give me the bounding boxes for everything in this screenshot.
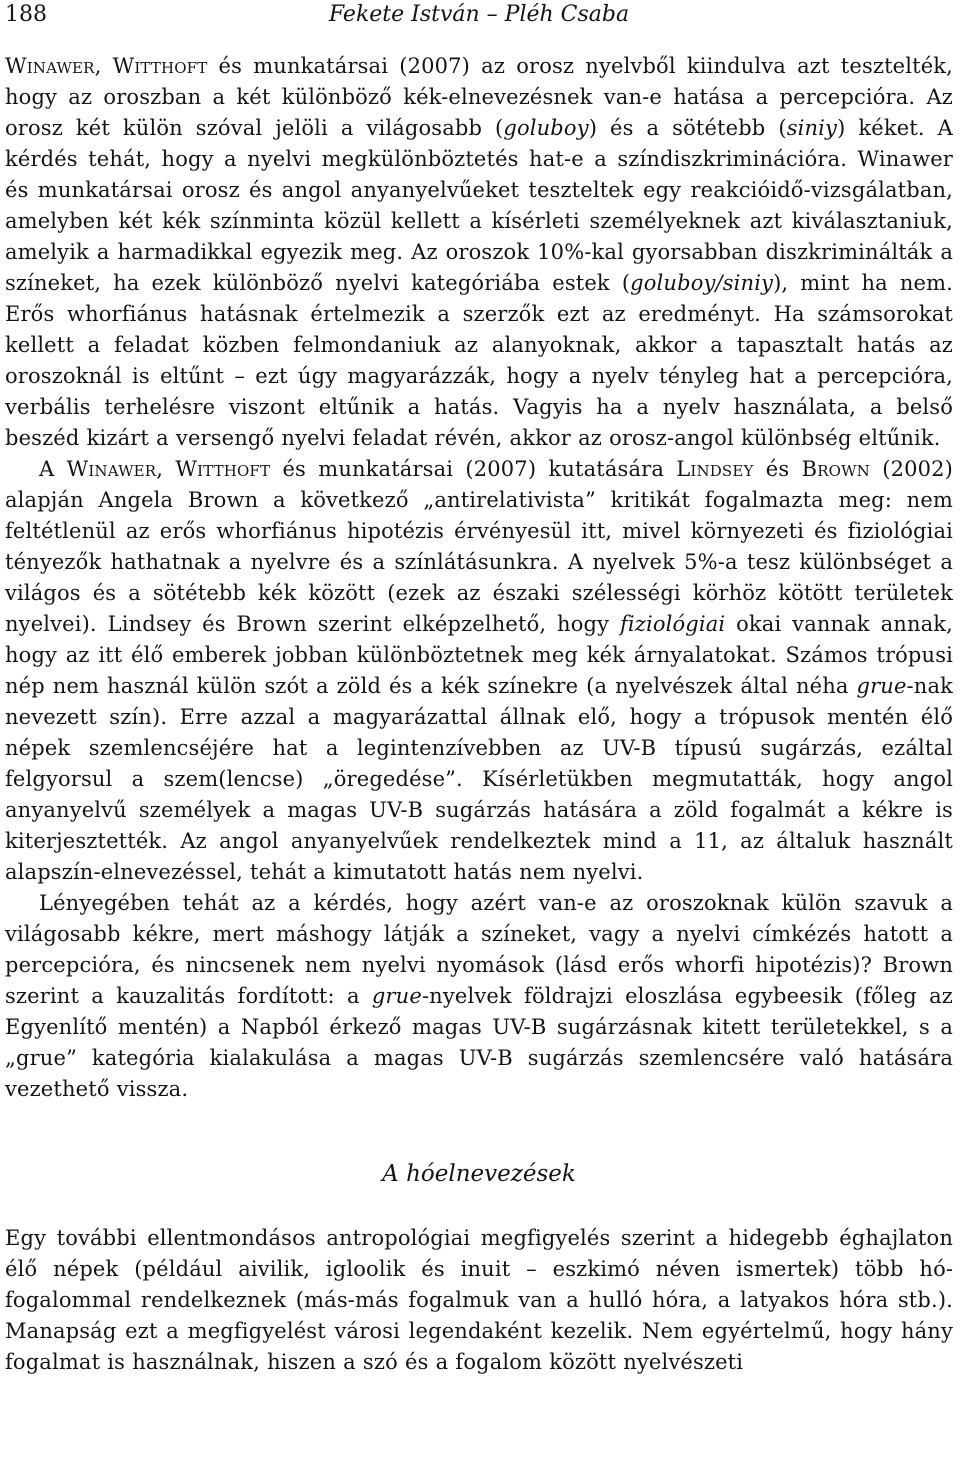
italic-term: siniy (786, 116, 838, 140)
section-heading: A hóelnevezések (382, 1161, 576, 1187)
italic-term: grue (856, 674, 907, 698)
section-text (5, 1223, 953, 1378)
author-name: Winawer (66, 457, 157, 481)
running-head: Fekete István – Pléh Csaba (328, 2, 630, 27)
italic-term: fiziológiai (619, 612, 726, 636)
page-header (5, 1, 953, 31)
paragraph-winawer-study: Winawer, Witthoft és munkatársai (2007) az orosz nyelvből kiindulva azt tesztelték, hogy az oroszban a két különböző kék-elnevezésnek van-e hatása a percepcióra. Az orosz két külön szóval jelöli a világosabb (goluboy) és a sötétebb (siniy) kéket. A kérdés tehát, hogy a nyelvi megkülönböztetés hat-e a színdiszkriminációra. Winawer és munkatársai orosz és angol anyanyelvűeket teszteltek egy reakcióidő-vizsgálatban, amelyben két kék színminta közül kellett a kísérleti személyeknek azt kiválasztaniuk, amelyik a harmadikkal egyezik meg. Az oroszok 10%-kal gyorsabban diszkriminálták a színeket, ha ezek különböző nyelvi kategóriába estek (goluboy/siniy), mint ha nem. Erős whorfiánus hatásnak értelmezik a szerzők ezt az eredményt. Ha számsorokat kellett a feladat közben felmondaniuk az alanyoknak, akkor a tapasztalt hatás az oroszoknál is eltűnt – ezt úgy magyarázzák, hogy a nyelv tényleg hat a percepcióra, verbális terhelésre viszont eltűnik a hatás. Vagyis ha a nyelv használata, a belső beszéd kizárt a versengő nyelvi feladat révén, akkor az orosz-angol különbség eltűnik. (5, 54, 954, 450)
paragraph-snow-terms: Egy további ellentmondásos antropológiai megfigyelés szerint a hidegebb éghajlaton élő népek (például aivilik, igloolik és inuit – eszkimó néven ismertek) több hófogalommal rendelkeznek (más-más fogalmuk van a hulló hóra, a latyakos hóra stb.). Manapság ezt a megfigyelést városi legendaként kezelik. Nem egyértelmű, hogy hány fogalmat is használnak, hiszen a szó és a fogalom között nyelvészeti (5, 1226, 953, 1374)
main-text (5, 51, 953, 1105)
author-name: Winawer (5, 54, 95, 78)
author-name: Witthoft (175, 457, 271, 481)
book-page (5, 0, 953, 1378)
page-number: 188 (5, 2, 47, 27)
italic-term: grue (371, 984, 422, 1008)
paragraph-antirelativist-critique: A Winawer, Witthoft és munkatársai (2007) kutatására Lindsey és Brown (2002) alapján Angela Brown a következő „antirelativista” kritikát fogalmazta meg: nem feltétlenül az erős whorfiánus hipotézis érvényesül itt, mivel környezeti és fiziológiai tényezők hathatnak a nyelvre és a színlátásunkra. A nyelvek 5%-a tesz különbséget a világos és a sötétebb kék között (ezek az északi szélességi körhöz kötött területek nyelvei). Lindsey és Brown szerint elképzelhető, hogy fiziológiai okai vannak annak, hogy az itt élő emberek jobban különböztetnek meg kék árnyalatokat. Számos trópusi nép nem használ külön szót a zöld és a kék színekre (a nyelvészek által néha grue-nak nevezett szín). Erre azzal a magyarázattal állnak elő, hogy a trópusok mentén élő népek szemlencséjére hat a legintenzívebben az UV-B típusú sugárzás, ezáltal felgyorsul a szem(lencse) „öregedése”. Kísérletükben megmutatták, hogy angol anyanyelvű személyek a magas UV-B sugárzás hatására a zöld fogalmát a kékre is kiterjesztették. Az angol anyanyelvűek rendelkeztek mind a 11, az általuk használt alapszín-elnevezéssel, tehát a kimutatott hatás nem nyelvi. (5, 457, 953, 884)
author-name: Lindsey (676, 457, 754, 481)
paragraph-causality-question: Lényegében tehát az a kérdés, hogy azért van-e az oroszoknak külön szavuk a világosabb kékre, mert máshogy látják a színeket, vagy a nyelvi címkézés hatott a percepcióra, és nincsenek nem nyelvi nyomások (lásd erős whorfi hipotézis)? Brown szerint a kauzalitás fordított: a grue-nyelvek földrajzi eloszlása egybeesik (főleg az Egyenlítő mentén) a Napból érkező magas UV-B sugárzásnak kitett területekkel, s a „grue” kategória kialakulása a magas UV-B sugárzás szemlencsére való hatására vezethető vissza. (5, 891, 953, 1101)
italic-term: goluboy/siniy (630, 271, 774, 295)
author-name: Brown (801, 457, 870, 481)
author-name: Witthoft (112, 54, 208, 78)
italic-term: goluboy (503, 116, 589, 140)
